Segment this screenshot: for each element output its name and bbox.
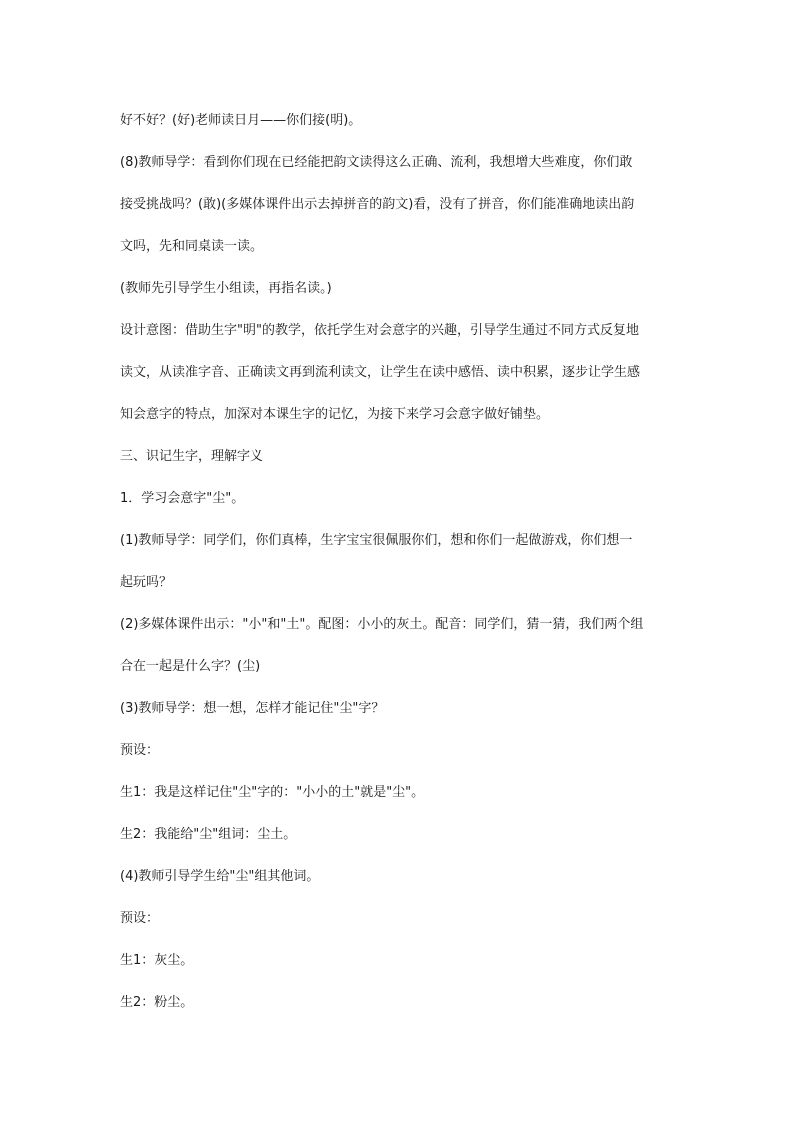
preset-label: 预设：: [120, 911, 160, 926]
text-line: 接受挑战吗？(敢)(多媒体课件出示去掉拼音的韵文)看，没有了拼音，你们能准确地读出韵: [120, 197, 635, 212]
text-line: 知会意字的特点，加深对本课生字的记忆，为接下来学习会意字做好铺垫。: [120, 407, 550, 422]
text-line: 合在一起是什么字？(尘): [120, 659, 261, 674]
section-heading: 三、识记生字，理解字义: [120, 449, 264, 464]
text-line: 读文，从读准字音、正确读文再到流利读文，让学生在读中感悟、读中积累，逐步让学生感: [120, 365, 641, 380]
text-line: 文吗，先和同桌读一读。: [120, 239, 264, 254]
subsection-heading: 1．学习会意字"尘"。: [120, 491, 245, 506]
student-answer: 生2：粉尘。: [120, 995, 194, 1010]
text-line: (教师先引导学生小组读，再指名读。): [120, 281, 332, 296]
student-answer: 生1：我是这样记住"尘"字的："小小的土"就是"尘"。: [120, 785, 425, 800]
student-answer: 生2：我能给"尘"组词：尘土。: [120, 827, 297, 842]
text-line: (1)教师导学：同学们，你们真棒，生字宝宝很佩服你们，想和你们一起做游戏，你们想一: [120, 533, 633, 548]
student-answer: 生1：灰尘。: [120, 953, 194, 968]
text-line: 起玩吗？: [120, 575, 173, 590]
text-line: (2)多媒体课件出示："小"和"土"。配图：小小的灰土。配音：同学们，猜一猜，我们两个组: [120, 617, 644, 632]
text-line: (3)教师导学：想一想，怎样才能记住"尘"字？: [120, 701, 385, 716]
design-intent-line: 设计意图：借助生字"明"的教学，依托学生对会意字的兴趣，引导学生通过不同方式反复地: [120, 323, 639, 338]
text-line: (4)教师引导学生给"尘"组其他词。: [120, 869, 320, 884]
text-line: (8)教师导学：看到你们现在已经能把韵文读得这么正确、流利，我想增大些难度，你们敢: [120, 155, 633, 170]
text-line: 好不好？(好)老师读日月——你们接(明)。: [120, 113, 362, 128]
document-page: [120, 100, 680, 1024]
preset-label: 预设：: [120, 743, 160, 758]
